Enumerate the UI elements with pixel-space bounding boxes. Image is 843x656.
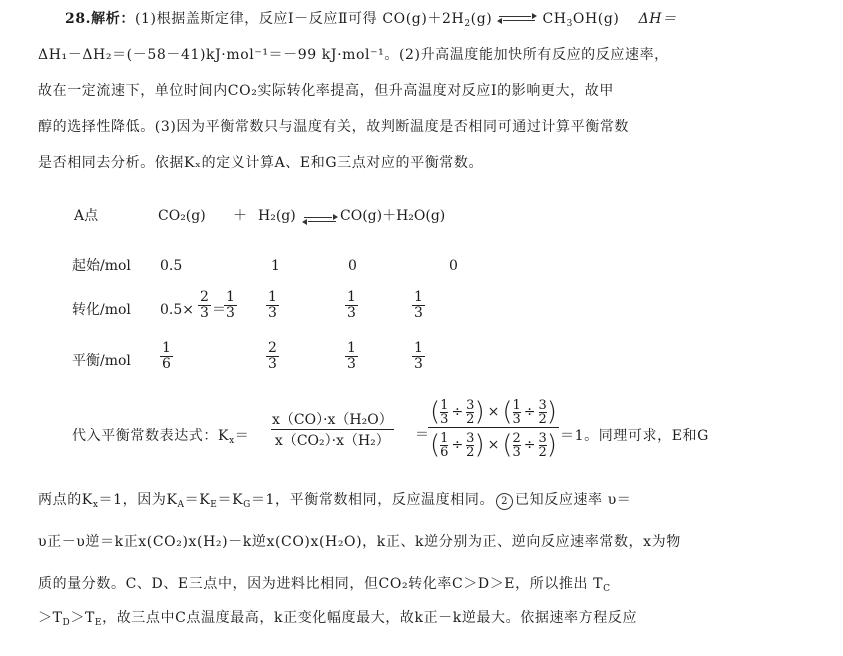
eq-co2-fraction: $\frac{1}{6}$ (162, 340, 171, 372)
change-co-fraction: $\frac{1}{3}$ (347, 289, 356, 321)
k-equals: ＝ (415, 427, 429, 443)
point-label: A点 (74, 208, 99, 224)
row-label-initial: 起始/mol (72, 258, 131, 274)
eq-h2-fraction: $\frac{2}{3}$ (268, 340, 277, 372)
change-factor-fraction: $\frac{2}{3}$ (200, 289, 209, 321)
equation-left: $CO(g)+2H_2(g)$ (382, 11, 493, 29)
line-4: 醇的选择性降低。(3)因为平衡常数只与温度有关，故判断温度是否相同可通过计算平衡常数 (38, 119, 630, 135)
line-1 (65, 9, 677, 29)
line-3: 故在一定流速下，单位时间内CO₂实际转化率提高，但升高温度对反应Ⅰ的影响更大，故甲 (38, 83, 614, 99)
species-h2: H₂(g) (258, 208, 296, 224)
initial-h2o: 0 (449, 258, 458, 274)
line-5: 是否相同去分析。依据Kₓ的定义计算A、E和G三点对应的平衡常数。 (38, 155, 484, 171)
hess-text: (1)根据盖斯定律，反应Ⅰ－反应Ⅱ可得 (134, 11, 378, 27)
initial-co: 0 (348, 258, 357, 274)
row-label-change: 转化/mol (72, 302, 131, 318)
k-expression-tail: ＝1。同理可求，E和G (560, 428, 709, 444)
eq-h2o-fraction: $\frac{1}{3}$ (414, 340, 423, 372)
circled-number: 2 (496, 493, 513, 510)
k-value-fraction (428, 397, 559, 460)
species-products: CO(g)＋H₂O(g) (340, 208, 446, 224)
line-8: 质的量分数。C、D、E三点中，因为进料比相同，但CO₂转化率C＞D＞E，所以推出 $T_C$ (38, 576, 611, 594)
k-expression-lead: 代入平衡常数表达式：$K_x=$ (72, 428, 250, 446)
initial-co2: 0.5 (160, 258, 183, 274)
line-2: ΔH₁－ΔH₂＝(－58－41)kJ·mol⁻¹＝－99 kJ·mol⁻¹。(2)升高温度能加快所有反应的反应速率， (38, 47, 669, 63)
k-value-numerator: ( $\frac{1}{3}$ ÷ $\frac{3}{2}$ ) × ( $\frac{1}{3}$ ÷ $\frac{3}{2}$ ) (430, 397, 557, 427)
analysis-label: 解析： (91, 11, 135, 27)
equation-right: $CH_3OH(g)$ (542, 11, 620, 29)
eq-co-fraction: $\frac{1}{3}$ (347, 340, 356, 372)
line-7: υ正－υ逆＝k正x(CO₂)x(H₂)－k逆x(CO)x(H₂O)，k正、k逆分别为正、逆向反应速率常数，x为物 (38, 534, 681, 550)
change-h2-fraction: $\frac{1}{3}$ (268, 289, 277, 321)
row-label-equilibrium: 平衡/mol (72, 353, 131, 369)
change-prefix: 0.5× (160, 302, 194, 318)
equilibrium-arrow-icon (497, 14, 537, 24)
line-9: $>T_D>T_E$，故三点中C点温度最高，k正变化幅度最大，故k正－k逆最大。依据速率方程反应 (38, 610, 638, 628)
question-number: 28. (65, 11, 92, 27)
species-co2: CO₂(g) (158, 208, 206, 224)
line-6: 两点的$K_x=1$，因为$K_A=K_E=K_G=1$，平衡常数相同，反应温度相同。 2 已知反应速率 υ＝ (38, 492, 632, 510)
reaction-arrow-icon (302, 211, 338, 229)
delta-h-label: ΔH＝ (638, 11, 677, 27)
change-co2-fraction: $\frac{1}{3}$ (226, 289, 235, 321)
change-h2o-fraction: $\frac{1}{3}$ (414, 289, 423, 321)
species-plus: ＋ (233, 208, 247, 224)
initial-h2: 1 (271, 258, 280, 274)
change-equals: ＝ (212, 302, 226, 318)
k-definition-fraction: $\frac{\text{x（CO）·x（H₂O）}}{\text{x（CO₂）·x（H₂）}}$ (272, 412, 393, 449)
k-value-denominator: ( $\frac{1}{6}$ ÷ $\frac{3}{2}$ ) × ( $\frac{2}{3}$ ÷ $\frac{3}{2}$ ) (428, 427, 559, 460)
